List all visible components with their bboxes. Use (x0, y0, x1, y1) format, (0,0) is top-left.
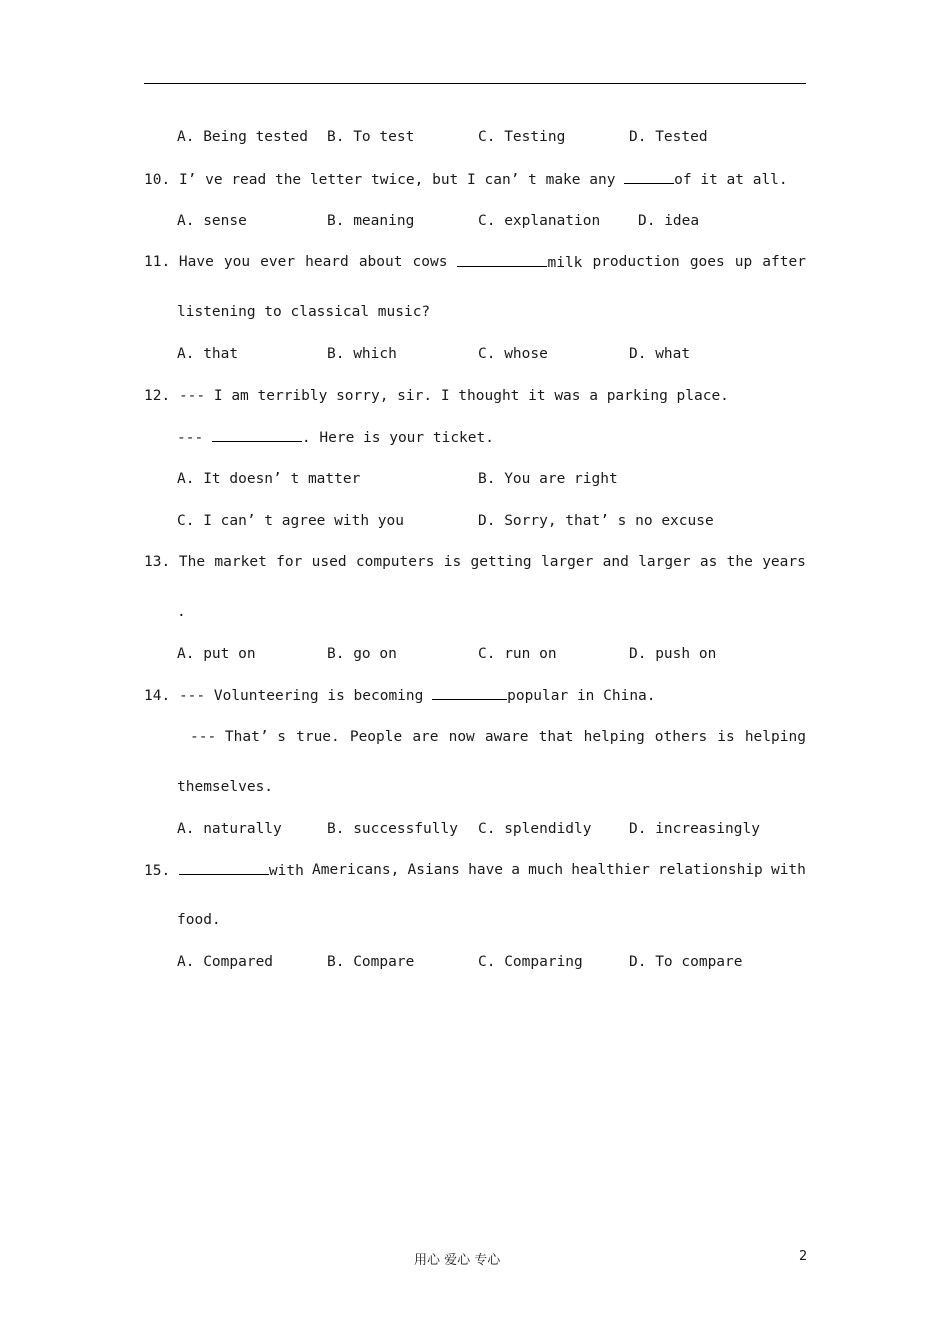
word: as (699, 554, 718, 570)
word: healthier (571, 862, 650, 878)
word: Americans, (312, 862, 400, 878)
q14-option-b: B. successfully (327, 821, 458, 837)
question-10 (144, 170, 788, 189)
question-12-response (177, 428, 494, 447)
answer-blank (432, 686, 507, 700)
answer-blank (457, 253, 547, 267)
q14-option-c: C. splendidly (478, 821, 592, 837)
word: have (468, 862, 504, 878)
q15-option-b: B. Compare (327, 954, 415, 970)
word: is (717, 729, 735, 745)
q15-option-a: A. Compared (177, 954, 274, 970)
question-number: 10. (144, 172, 171, 188)
question-15-continuation: food. (177, 912, 221, 928)
word: others (654, 729, 708, 745)
word: helping (744, 729, 806, 745)
question-14-continuation: themselves. (177, 779, 274, 795)
answer-blank (624, 170, 674, 184)
q11-option-b: B. which (327, 346, 397, 362)
dialogue-line-1: --- I am terribly sorry, sir. I thought it was a parking place. (178, 388, 729, 404)
word: aware (484, 729, 529, 745)
word: helping (583, 729, 645, 745)
question-13 (144, 553, 806, 571)
q9-option-c: C. Testing (478, 129, 566, 145)
dialogue-line-1-end: popular in China. (507, 688, 656, 704)
word: is (443, 554, 462, 570)
q12-option-c: C. I can’ t agree with you (177, 513, 404, 529)
word: years (762, 554, 806, 570)
question-15 (144, 861, 806, 880)
q9-option-d: D. Tested (629, 129, 708, 145)
dialogue-line-1: --- Volunteering is becoming (178, 688, 433, 704)
q10-option-a: A. sense (177, 213, 247, 229)
q12-option-a: A. It doesn’ t matter (177, 471, 361, 487)
word: used (311, 554, 347, 570)
question-stem: I’ ve read the letter twice, but I can’ t make any (178, 172, 625, 188)
word: larger (638, 554, 691, 570)
q12-option-d: D. Sorry, that’ s no excuse (478, 513, 714, 529)
q13-option-b: B. go on (327, 646, 397, 662)
word: 13. The (144, 554, 206, 570)
q14-option-d: D. increasingly (629, 821, 760, 837)
question-13-continuation: . (177, 604, 186, 620)
word: that (538, 729, 574, 745)
q12-option-b: B. You are right (478, 471, 618, 487)
question-stem-end: of it at all. (674, 172, 788, 188)
word: milk (547, 255, 583, 271)
word: goes (689, 254, 725, 270)
q11-option-d: D. what (629, 346, 691, 362)
question-number: 12. (144, 388, 171, 404)
answer-blank (179, 861, 269, 875)
answer-blank (212, 428, 302, 442)
word: a (511, 862, 520, 878)
question-11-continuation: listening to classical music? (177, 304, 431, 320)
word: --- That’ s (190, 729, 287, 745)
word: much (528, 862, 564, 878)
q11-option-a: A. that (177, 346, 239, 362)
question-number: 14. (144, 688, 171, 704)
q13-option-d: D. push on (629, 646, 717, 662)
word: heard (305, 254, 349, 270)
question-14 (144, 686, 656, 705)
word: ever (260, 254, 296, 270)
question-11 (144, 253, 806, 272)
header-rule (144, 83, 806, 84)
word: market (214, 554, 267, 570)
q13-option-a: A. put on (177, 646, 256, 662)
question-14-response (190, 728, 806, 746)
dialogue-line-2: . Here is your ticket. (301, 430, 494, 446)
question-12 (144, 387, 729, 405)
word: Asians (407, 862, 460, 878)
q9-option-a: A. Being tested (177, 129, 308, 145)
q14-option-a: A. naturally (177, 821, 282, 837)
word: with (268, 863, 304, 879)
q15-option-d: D. To compare (629, 954, 743, 970)
word: computers (355, 554, 435, 570)
dialogue-dash: --- (177, 430, 212, 446)
word: larger (540, 554, 594, 570)
word: about (358, 254, 403, 270)
word: People (349, 729, 403, 745)
word: the (726, 554, 753, 570)
word: production (592, 254, 680, 270)
word: now (448, 729, 475, 745)
word: 11. Have (144, 254, 214, 270)
q13-option-c: C. run on (478, 646, 557, 662)
word: you (223, 254, 251, 270)
word: getting (470, 554, 532, 570)
q10-option-c: C. explanation (478, 213, 601, 229)
q10-option-d: D. idea (638, 213, 700, 229)
page-number: 2 (799, 1249, 808, 1264)
q11-option-c: C. whose (478, 346, 548, 362)
q15-option-c: C. Comparing (478, 954, 583, 970)
word: cows (412, 254, 448, 270)
question-number: 15. (144, 863, 179, 879)
word: are (412, 729, 439, 745)
q9-option-b: B. To test (327, 129, 415, 145)
q10-option-b: B. meaning (327, 213, 415, 229)
word: with (770, 862, 806, 878)
word: up (734, 254, 753, 270)
word: after (762, 254, 806, 270)
word: and (602, 554, 629, 570)
word: relationship (658, 862, 763, 878)
word: true. (296, 729, 340, 745)
word: for (276, 554, 303, 570)
footer-motto: 用心 爱心 专心 (414, 1253, 501, 1268)
